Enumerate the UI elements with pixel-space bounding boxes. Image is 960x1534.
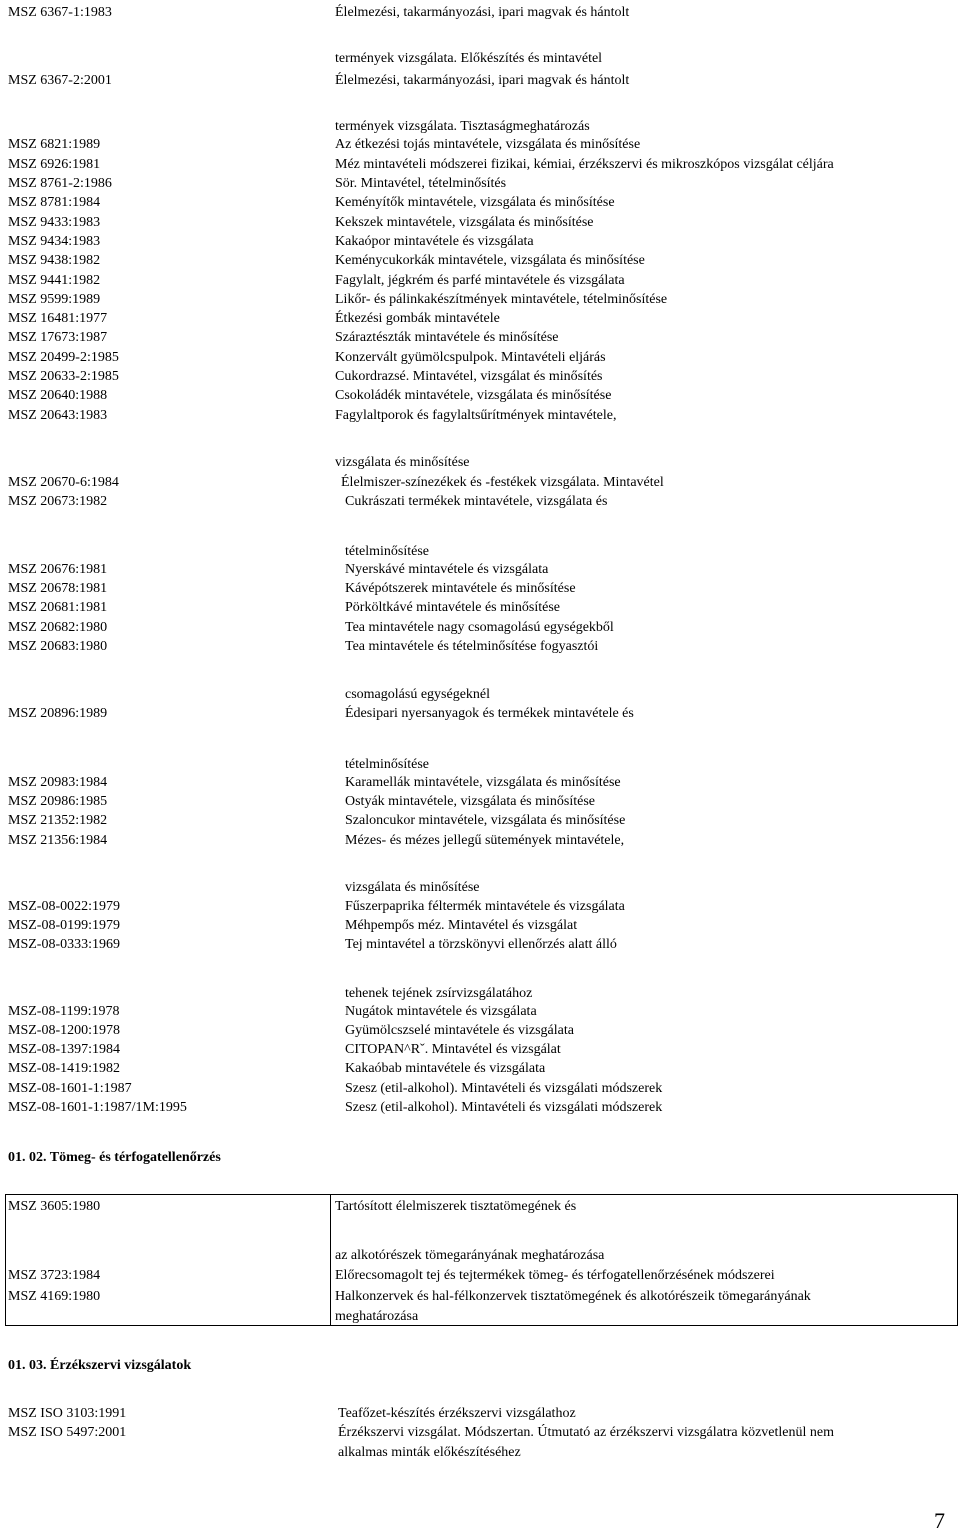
standard-title: tehenek tejének zsírvizsgálatához [345, 986, 533, 1001]
standard-title: Ostyák mintavétele, vizsgálata és minősítése [345, 794, 595, 809]
standard-title: tételminősítése [345, 757, 429, 772]
standard-title: Csokoládék mintavétele, vizsgálata és minősítése [335, 388, 612, 403]
standard-title: Szesz (etil-alkohol). Mintavételi és vizsgálati módszerek [345, 1100, 663, 1115]
standard-code: MSZ 21356:1984 [8, 833, 108, 848]
standard-code: MSZ-08-1601-1:1987 [8, 1081, 132, 1096]
standard-title: Karamellák mintavétele, vizsgálata és minősítése [345, 775, 621, 790]
standard-code: MSZ-08-1200:1978 [8, 1023, 120, 1038]
standard-code: MSZ 3605:1980 [8, 1199, 101, 1214]
standard-title: termények vizsgálata. Tisztaságmeghatározás [335, 119, 590, 134]
standard-title: vizsgálata és minősítése [335, 455, 470, 470]
standard-code: MSZ 20681:1981 [8, 600, 108, 615]
standard-code: MSZ 20983:1984 [8, 775, 108, 790]
standard-title: Kakaóbab mintavétele és vizsgálata [345, 1061, 546, 1076]
standard-title: termények vizsgálata. Előkészítés és mintavétel [335, 51, 603, 66]
standard-title: Méhpempős méz. Mintavétel és vizsgálat [345, 918, 578, 933]
standard-title: Nyerskávé mintavétele és vizsgálata [345, 562, 549, 577]
standard-title: Száraztészták mintavétele és minősítése [335, 330, 559, 345]
standard-code: MSZ 20670-6:1984 [8, 475, 119, 490]
standard-code: MSZ ISO 5497:2001 [8, 1425, 127, 1440]
standard-title: Cukordrazsé. Mintavétel, vizsgálat és minősítés [335, 369, 603, 384]
section-heading-mass-volume: 01. 02. Tömeg- és térfogatellenőrzés [8, 1150, 221, 1165]
standard-code: MSZ 9433:1983 [8, 215, 101, 230]
standard-title: CITOPAN^Rˇ. Mintavétel és vizsgálat [345, 1042, 561, 1057]
standard-title: Kakaópor mintavétele és vizsgálata [335, 234, 534, 249]
standard-title: Konzervált gyümölcspulpok. Mintavételi eljárás [335, 350, 606, 365]
standard-code: MSZ 9434:1983 [8, 234, 101, 249]
standard-title: Az étkezési tojás mintavétele, vizsgálata és minősítése [335, 137, 641, 152]
standard-title: Fagylaltporok és fagylaltsűrítmények mintavétele, [335, 408, 617, 423]
standard-code: MSZ 9438:1982 [8, 253, 101, 268]
standard-code: MSZ 20986:1985 [8, 794, 108, 809]
standard-title: meghatározása [335, 1309, 419, 1324]
standard-title: Fagylalt, jégkrém és parfé mintavétele és vizsgálata [335, 273, 625, 288]
standard-title: Szesz (etil-alkohol). Mintavételi és vizsgálati módszerek [345, 1081, 663, 1096]
standard-code: MSZ 6821:1989 [8, 137, 101, 152]
standard-code: MSZ 20682:1980 [8, 620, 108, 635]
standard-title: Szaloncukor mintavétele, vizsgálata és minősítése [345, 813, 626, 828]
standard-title: Tartósított élelmiszerek tisztatömegének és [335, 1199, 577, 1214]
standard-title: Sör. Mintavétel, tételminősítés [335, 176, 507, 191]
standard-title: Élelmezési, takarmányozási, ipari magvak és hántolt [335, 5, 630, 20]
standard-code: MSZ-08-0199:1979 [8, 918, 120, 933]
standard-title: vizsgálata és minősítése [345, 880, 480, 895]
standard-title: Keményítők mintavétele, vizsgálata és minősítése [335, 195, 615, 210]
standard-code: MSZ 6926:1981 [8, 157, 101, 172]
standard-title: Tej mintavétel a törzskönyvi ellenőrzés alatt álló [345, 937, 617, 952]
standard-title: Kávépótszerek mintavétele és minősítése [345, 581, 576, 596]
standard-code: MSZ 20678:1981 [8, 581, 108, 596]
standard-title: Kekszek mintavétele, vizsgálata és minősítése [335, 215, 594, 230]
standard-title: csomagolású egységeknél [345, 687, 491, 702]
standard-title: Előrecsomagolt tej és tejtermékek tömeg- és térfogatellenőrzésének módszerei [335, 1268, 775, 1283]
standard-title: Élelmiszer-színezékek és -festékek vizsgálata. Mintavétel [341, 475, 664, 490]
standard-title: Tea mintavétele nagy csomagolású egységekből [345, 620, 614, 635]
standard-code: MSZ 16481:1977 [8, 311, 108, 326]
standard-title: Fűszerpaprika féltermék mintavétele és vizsgálata [345, 899, 625, 914]
standard-title: az alkotórészek tömegarányának meghatározása [335, 1248, 605, 1263]
standard-code: MSZ 9599:1989 [8, 292, 101, 307]
standard-code: MSZ-08-1199:1978 [8, 1004, 120, 1019]
standard-code: MSZ-08-1419:1982 [8, 1061, 120, 1076]
standard-title: Halkonzervek és hal-félkonzervek tisztatömegének és alkotórészeik tömegarányának [335, 1289, 811, 1304]
standard-code: MSZ 20683:1980 [8, 639, 108, 654]
standard-code: MSZ-08-1601-1:1987/1M:1995 [8, 1100, 187, 1115]
standard-code: MSZ-08-0022:1979 [8, 899, 120, 914]
standard-title: Teafőzet-készítés érzékszervi vizsgálathoz [338, 1406, 576, 1421]
standard-code: MSZ 20643:1983 [8, 408, 108, 423]
standard-title: Tea mintavétele és tételminősítése fogyasztói [345, 639, 599, 654]
standard-title: Gyümölcszselé mintavétele és vizsgálata [345, 1023, 574, 1038]
standard-code: MSZ 8781:1984 [8, 195, 101, 210]
standard-title: Élelmezési, takarmányozási, ipari magvak és hántolt [335, 73, 630, 88]
standard-code: MSZ 3723:1984 [8, 1268, 101, 1283]
section-heading-sensory: 01. 03. Érzékszervi vizsgálatok [8, 1358, 192, 1373]
standard-title: tételminősítése [345, 544, 429, 559]
standard-code: MSZ 20673:1982 [8, 494, 108, 509]
standard-title: Méz mintavételi módszerei fizikai, kémiai, érzékszervi és mikroszkópos vizsgálat céljára [335, 157, 834, 172]
standard-code: MSZ 6367-1:1983 [8, 5, 112, 20]
standard-title: Keménycukorkák mintavétele, vizsgálata és minősítése [335, 253, 645, 268]
standard-code: MSZ 20633-2:1985 [8, 369, 119, 384]
standard-code: MSZ-08-1397:1984 [8, 1042, 120, 1057]
standard-code: MSZ 8761-2:1986 [8, 176, 112, 191]
standard-code: MSZ 20640:1988 [8, 388, 108, 403]
standard-title: Mézes- és mézes jellegű sütemények mintavétele, [345, 833, 625, 848]
standard-title: Nugátok mintavétele és vizsgálata [345, 1004, 537, 1019]
standard-code: MSZ 21352:1982 [8, 813, 108, 828]
standard-code: MSZ 6367-2:2001 [8, 73, 112, 88]
standard-code: MSZ-08-0333:1969 [8, 937, 120, 952]
standard-title: Édesipari nyersanyagok és termékek mintavétele és [345, 706, 634, 721]
standard-code: MSZ 4169:1980 [8, 1289, 101, 1304]
standard-code: MSZ 20896:1989 [8, 706, 108, 721]
standard-title: alkalmas minták előkészítéséhez [338, 1445, 521, 1460]
standard-title: Érzékszervi vizsgálat. Módszertan. Útmutató az érzékszervi vizsgálatra közvetlenül nem [338, 1425, 835, 1440]
standard-code: MSZ 9441:1982 [8, 273, 101, 288]
standard-code: MSZ ISO 3103:1991 [8, 1406, 127, 1421]
standard-code: MSZ 17673:1987 [8, 330, 108, 345]
standard-code: MSZ 20676:1981 [8, 562, 108, 577]
standard-title: Étkezési gombák mintavétele [335, 311, 500, 326]
standard-title: Pörköltkávé mintavétele és minősítése [345, 600, 561, 615]
page-number: 7 [934, 1508, 945, 1533]
standard-title: Likőr- és pálinkakészítmények mintavétele, tételminősítése [335, 292, 668, 307]
standard-title: Cukrászati termékek mintavétele, vizsgálata és [345, 494, 608, 509]
standard-code: MSZ 20499-2:1985 [8, 350, 119, 365]
